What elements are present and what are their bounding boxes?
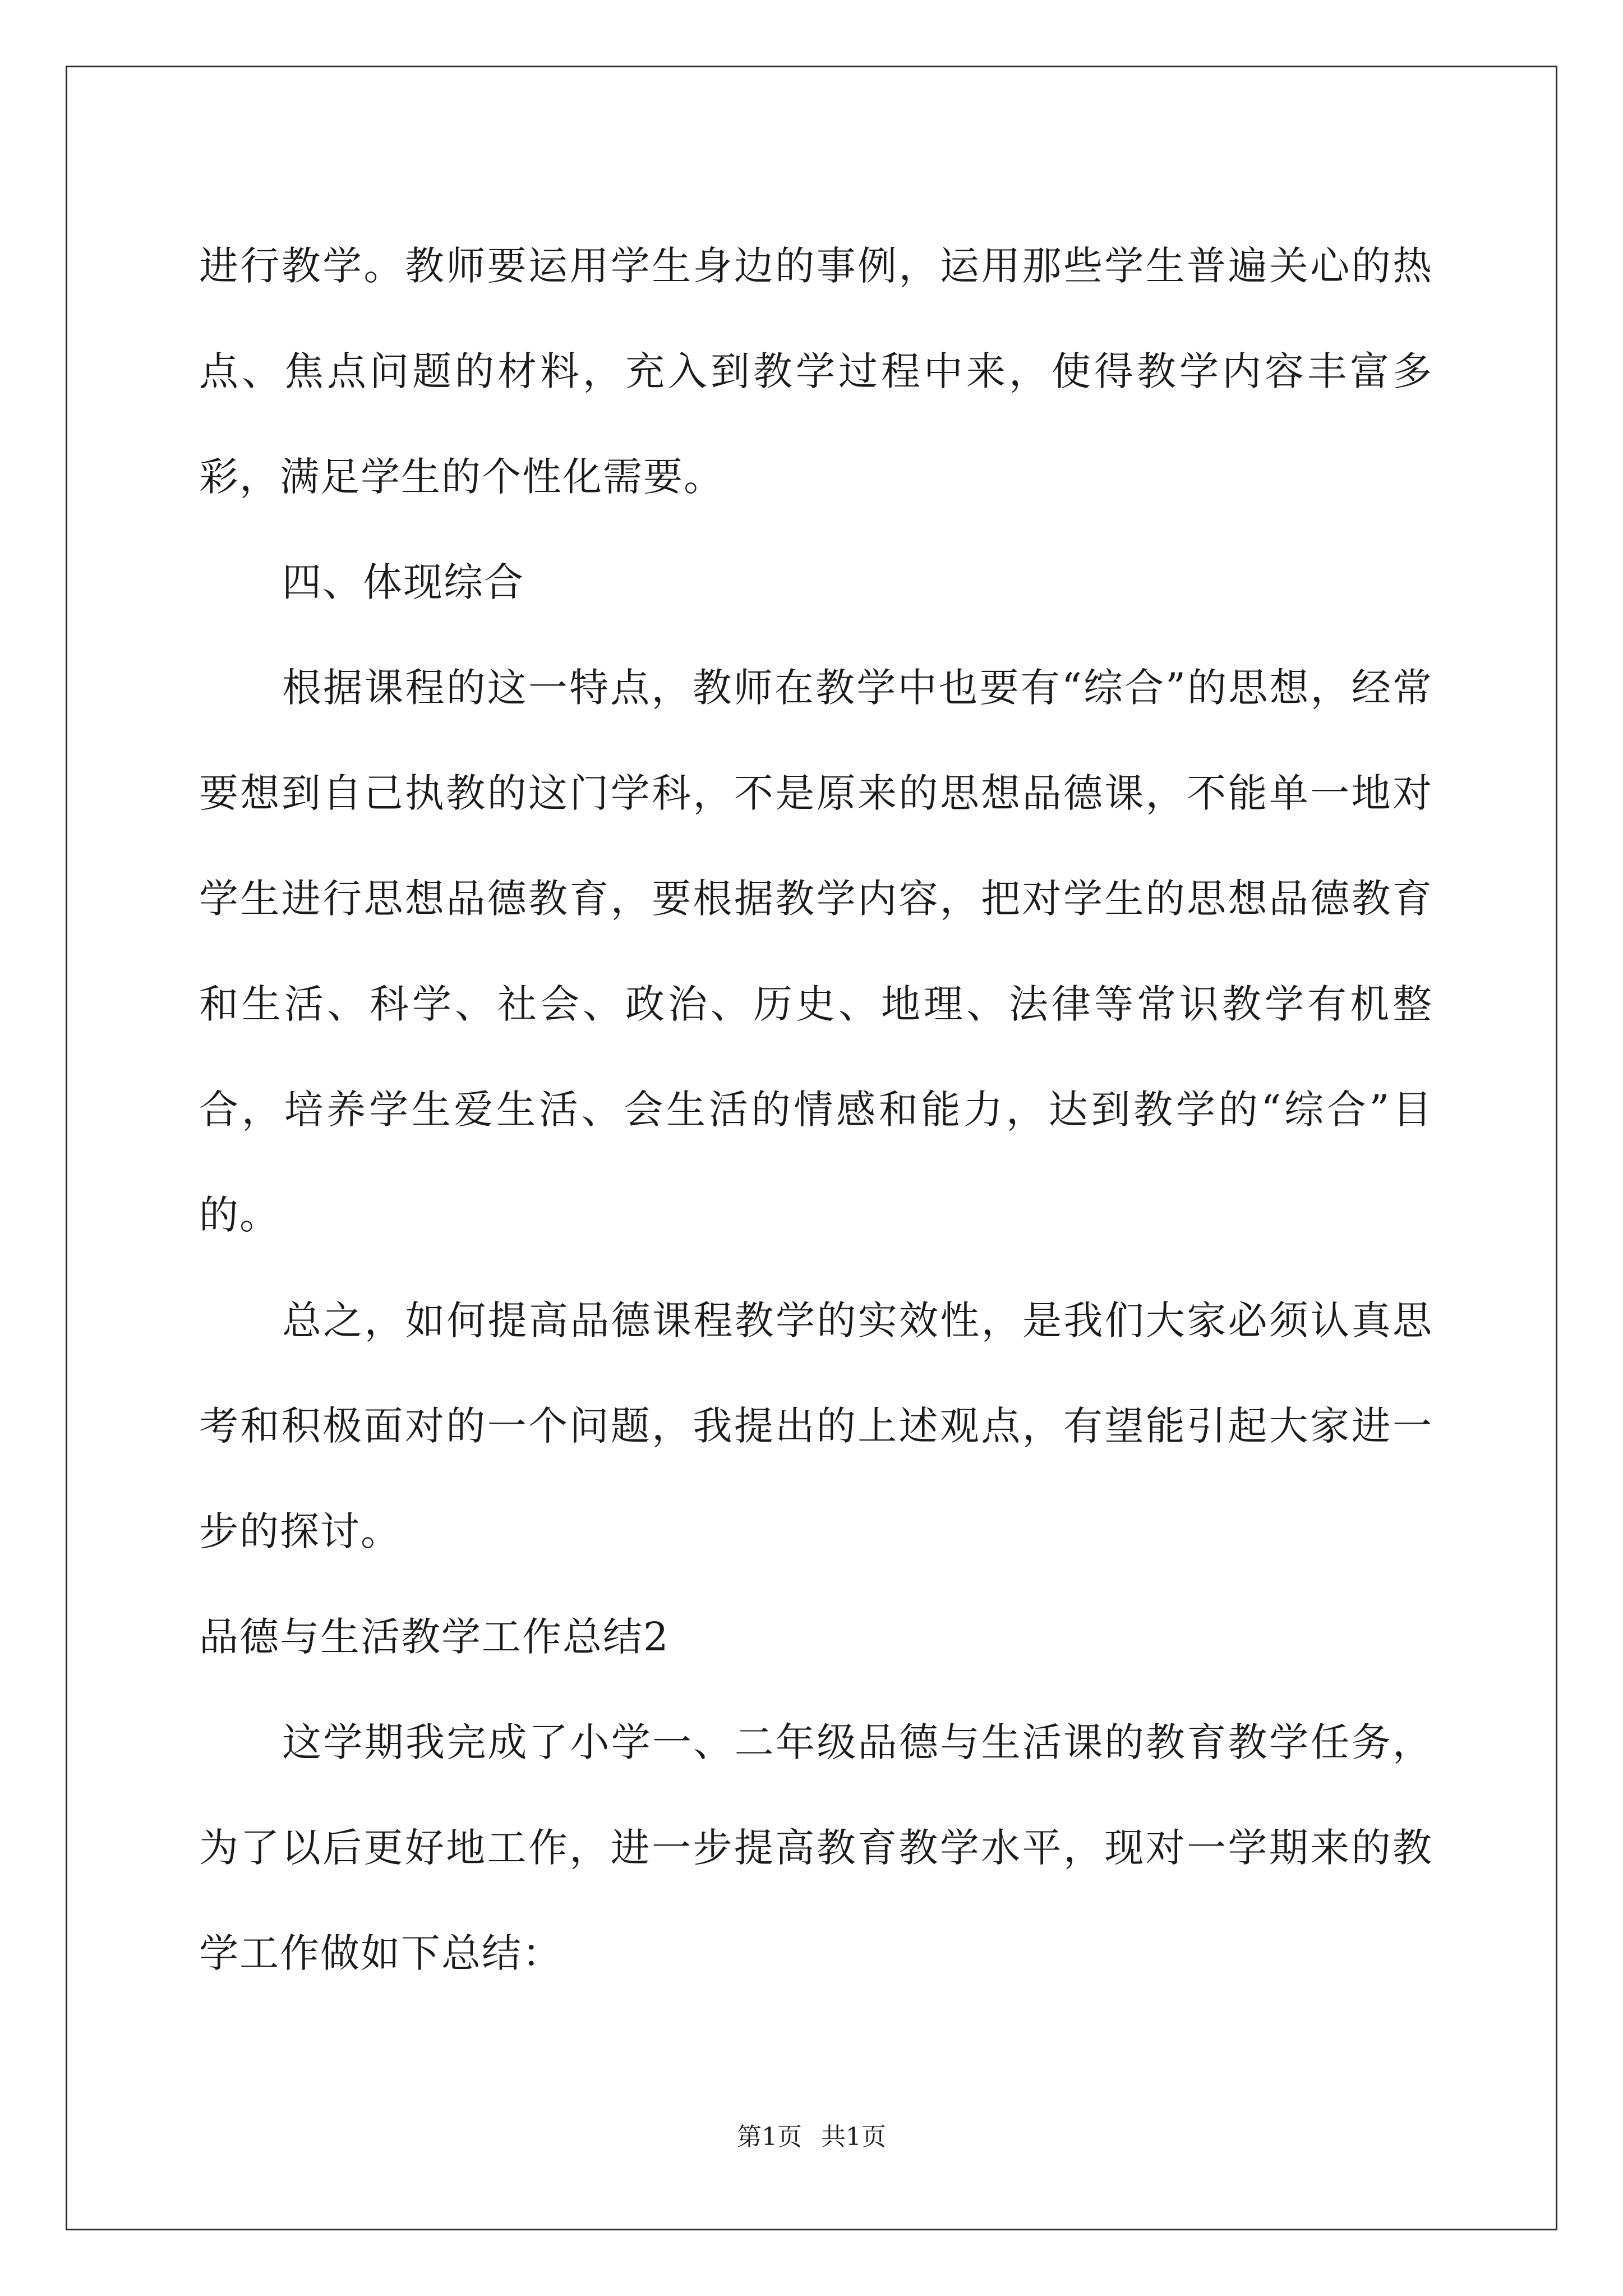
section-title: 品德与生活教学工作总结2	[199, 1614, 670, 1660]
heading-four-integration: 四、体现综合	[282, 559, 524, 605]
page-footer	[0, 2120, 1623, 2154]
page-number: 第1页	[737, 2123, 802, 2151]
paragraph-integration: 根据课程的这一特点，教师在教学中也要有“综合”的思想，经常要想到自己执教的这门学科，不是原来的思想品德课，不能单一地对学生进行思想品德教育，要根据教学内容，把对学生的思想品德教育和生活、科学、社会、政治、历史、地理、法律等常识教学有机整合，培养学生爱生活、会生活的情感和能力，达到教学的“综合”目的。	[199, 665, 1433, 1238]
paragraph-section-intro: 这学期我完成了小学一、二年级品德与生活课的教育教学任务，为了以后更好地工作，进一步提高教育教学水平，现对一学期来的教学工作做如下总结：	[199, 1719, 1433, 1976]
document-body	[199, 213, 1433, 2006]
page-total: 共1页	[821, 2123, 886, 2151]
paragraph-continued-teaching: 进行教学。教师要运用学生身边的事例，运用那些学生普遍关心的热点、焦点问题的材料，充入到教学过程中来，使得教学内容丰富多彩，满足学生的个性化需要。	[199, 243, 1433, 500]
paragraph-conclusion: 总之，如何提高品德课程教学的实效性，是我们大家必须认真思考和积极面对的一个问题，我提出的上述观点，有望能引起大家进一步的探讨。	[199, 1297, 1433, 1554]
